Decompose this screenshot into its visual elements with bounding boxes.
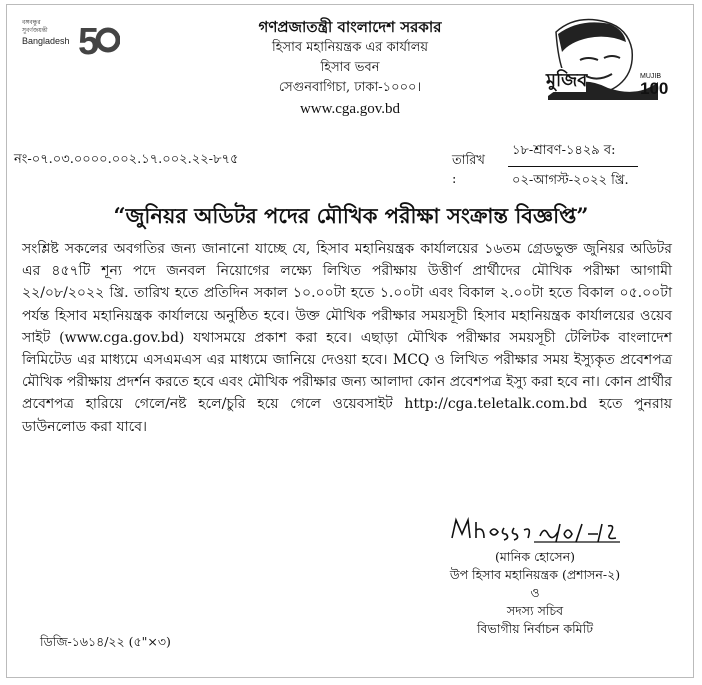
- svg-text:বঙ্গবন্ধুর: বঙ্গবন্ধুর: [22, 19, 41, 26]
- svg-text:মুজিব: মুজিব: [546, 70, 588, 91]
- address: সেগুনবাগিচা, ঢাকা-১০০০।: [278, 80, 422, 95]
- date-label: তারিখ :: [452, 153, 485, 187]
- handwritten-signature: [448, 512, 628, 546]
- notice-body: সংশ্লিষ্ট সকলের অবগতির জন্য জানানো যাচ্ছে যে, হিসাব মহানিয়ন্ত্রক কার্যালয়ের ১৬তম গ্রেডভুক্ত জুনিয়র অডিটর এর ৪৫৭টি শূন্য পদে জনবল নিয়োগের লক্ষ্যে লিখিত পরীক্ষায় উত্তীর্ণ প্রার্থীদের মৌখিক পরীক্ষা আগামী ২২/০৮/২০২২ খ্রি. তারিখ হতে প্রতিদিন সকাল ১০.০০টা হতে ১.০০টা এবং বিকাল ২.০০টা হতে বিকাল ০৫.০০টা পর্যন্ত হিসাব মহানিয়ন্ত্রক কার্যালয়ে অনুষ্ঠিত হবে। উক্ত মৌখিক পরীক্ষার সময়সূচী হিসাব মহানিয়ন্ত্রক কার্যালয়ের ওয়েব সাইট (www.cga.gov.bd) যথাসময়ে প্রকাশ করা হবে। এছাড়া মৌখিক পরীক্ষার সময়সূচী টেলিটক বাংলাদেশ লিমিটেড এর মাধ্যমে এসএমএস এর মাধ্যমে জানিয়ে দেওয়া হবে। MCQ ও লিখিত পরীক্ষার সময় ইস্যুকৃত প্রবেশপত্র মৌখিক পরীক্ষায় প্রদর্শন করতে হবে এবং মৌখিক পরীক্ষার জন্য আলাদা কোন প্রবেশপত্র ইস্যু করা হবে না। কোন প্রার্থীর প্রবেশপত্র হারিয়ে গেলে/নষ্ট হলে/চুরি হয়ে গেলে ওয়েবসাইট http://cga.teletalk.com.bd হতে পুনরায় ডাউনলোড করা যাবে।: [22, 241, 672, 435]
- website: www.cga.gov.bd: [299, 101, 401, 117]
- dg-reference: ডিজি-১৬১৪/২২ (৫"×৩): [40, 634, 171, 649]
- building-name: হিসাব ভবন: [320, 60, 380, 75]
- date-bangla: ১৮-শ্রাবণ-১৪২৯ ব:: [508, 139, 638, 167]
- signatory-name: (মানিক হোসেন): [494, 549, 576, 564]
- mujib-100-logo: [528, 12, 690, 100]
- svg-text:5: 5: [78, 21, 100, 63]
- signatory-role: সদস্য সচিব: [506, 603, 564, 618]
- signatory-block: [410, 548, 660, 638]
- government-name: গণপ্রজাতন্ত্রী বাংলাদেশ সরকার: [258, 18, 442, 36]
- date-english: ০২-আগস্ট-২০২২ খ্রি.: [512, 173, 629, 188]
- svg-text:সুবর্ণজয়ন্তী: সুবর্ণজয়ন্তী: [22, 27, 48, 34]
- logo-left-label: Bangladesh: [22, 36, 70, 46]
- signatory-committee: বিভাগীয় নির্বাচন কমিটি: [476, 621, 594, 636]
- svg-text:100: 100: [640, 79, 669, 98]
- office-name: হিসাব মহানিয়ন্ত্রক এর কার্যালয়: [271, 40, 429, 55]
- signatory-designation: উপ হিসাব মহানিয়ন্ত্রক (প্রশাসন-২): [449, 567, 621, 582]
- svg-text:MUJIB: MUJIB: [640, 73, 661, 80]
- memo-number: নং-০৭.০৩.০০০০.০০২.১৭.০০২.২২-৮৭৫: [14, 152, 239, 167]
- letterhead: [180, 16, 520, 120]
- golden-jubilee-logo: [20, 12, 120, 64]
- signatory-and: ও: [530, 585, 540, 600]
- notice-title: “জুনিয়র অডিটর পদের মৌখিক পরীক্ষা সংক্রান্ত বিজ্ঞপ্তি”: [113, 203, 589, 228]
